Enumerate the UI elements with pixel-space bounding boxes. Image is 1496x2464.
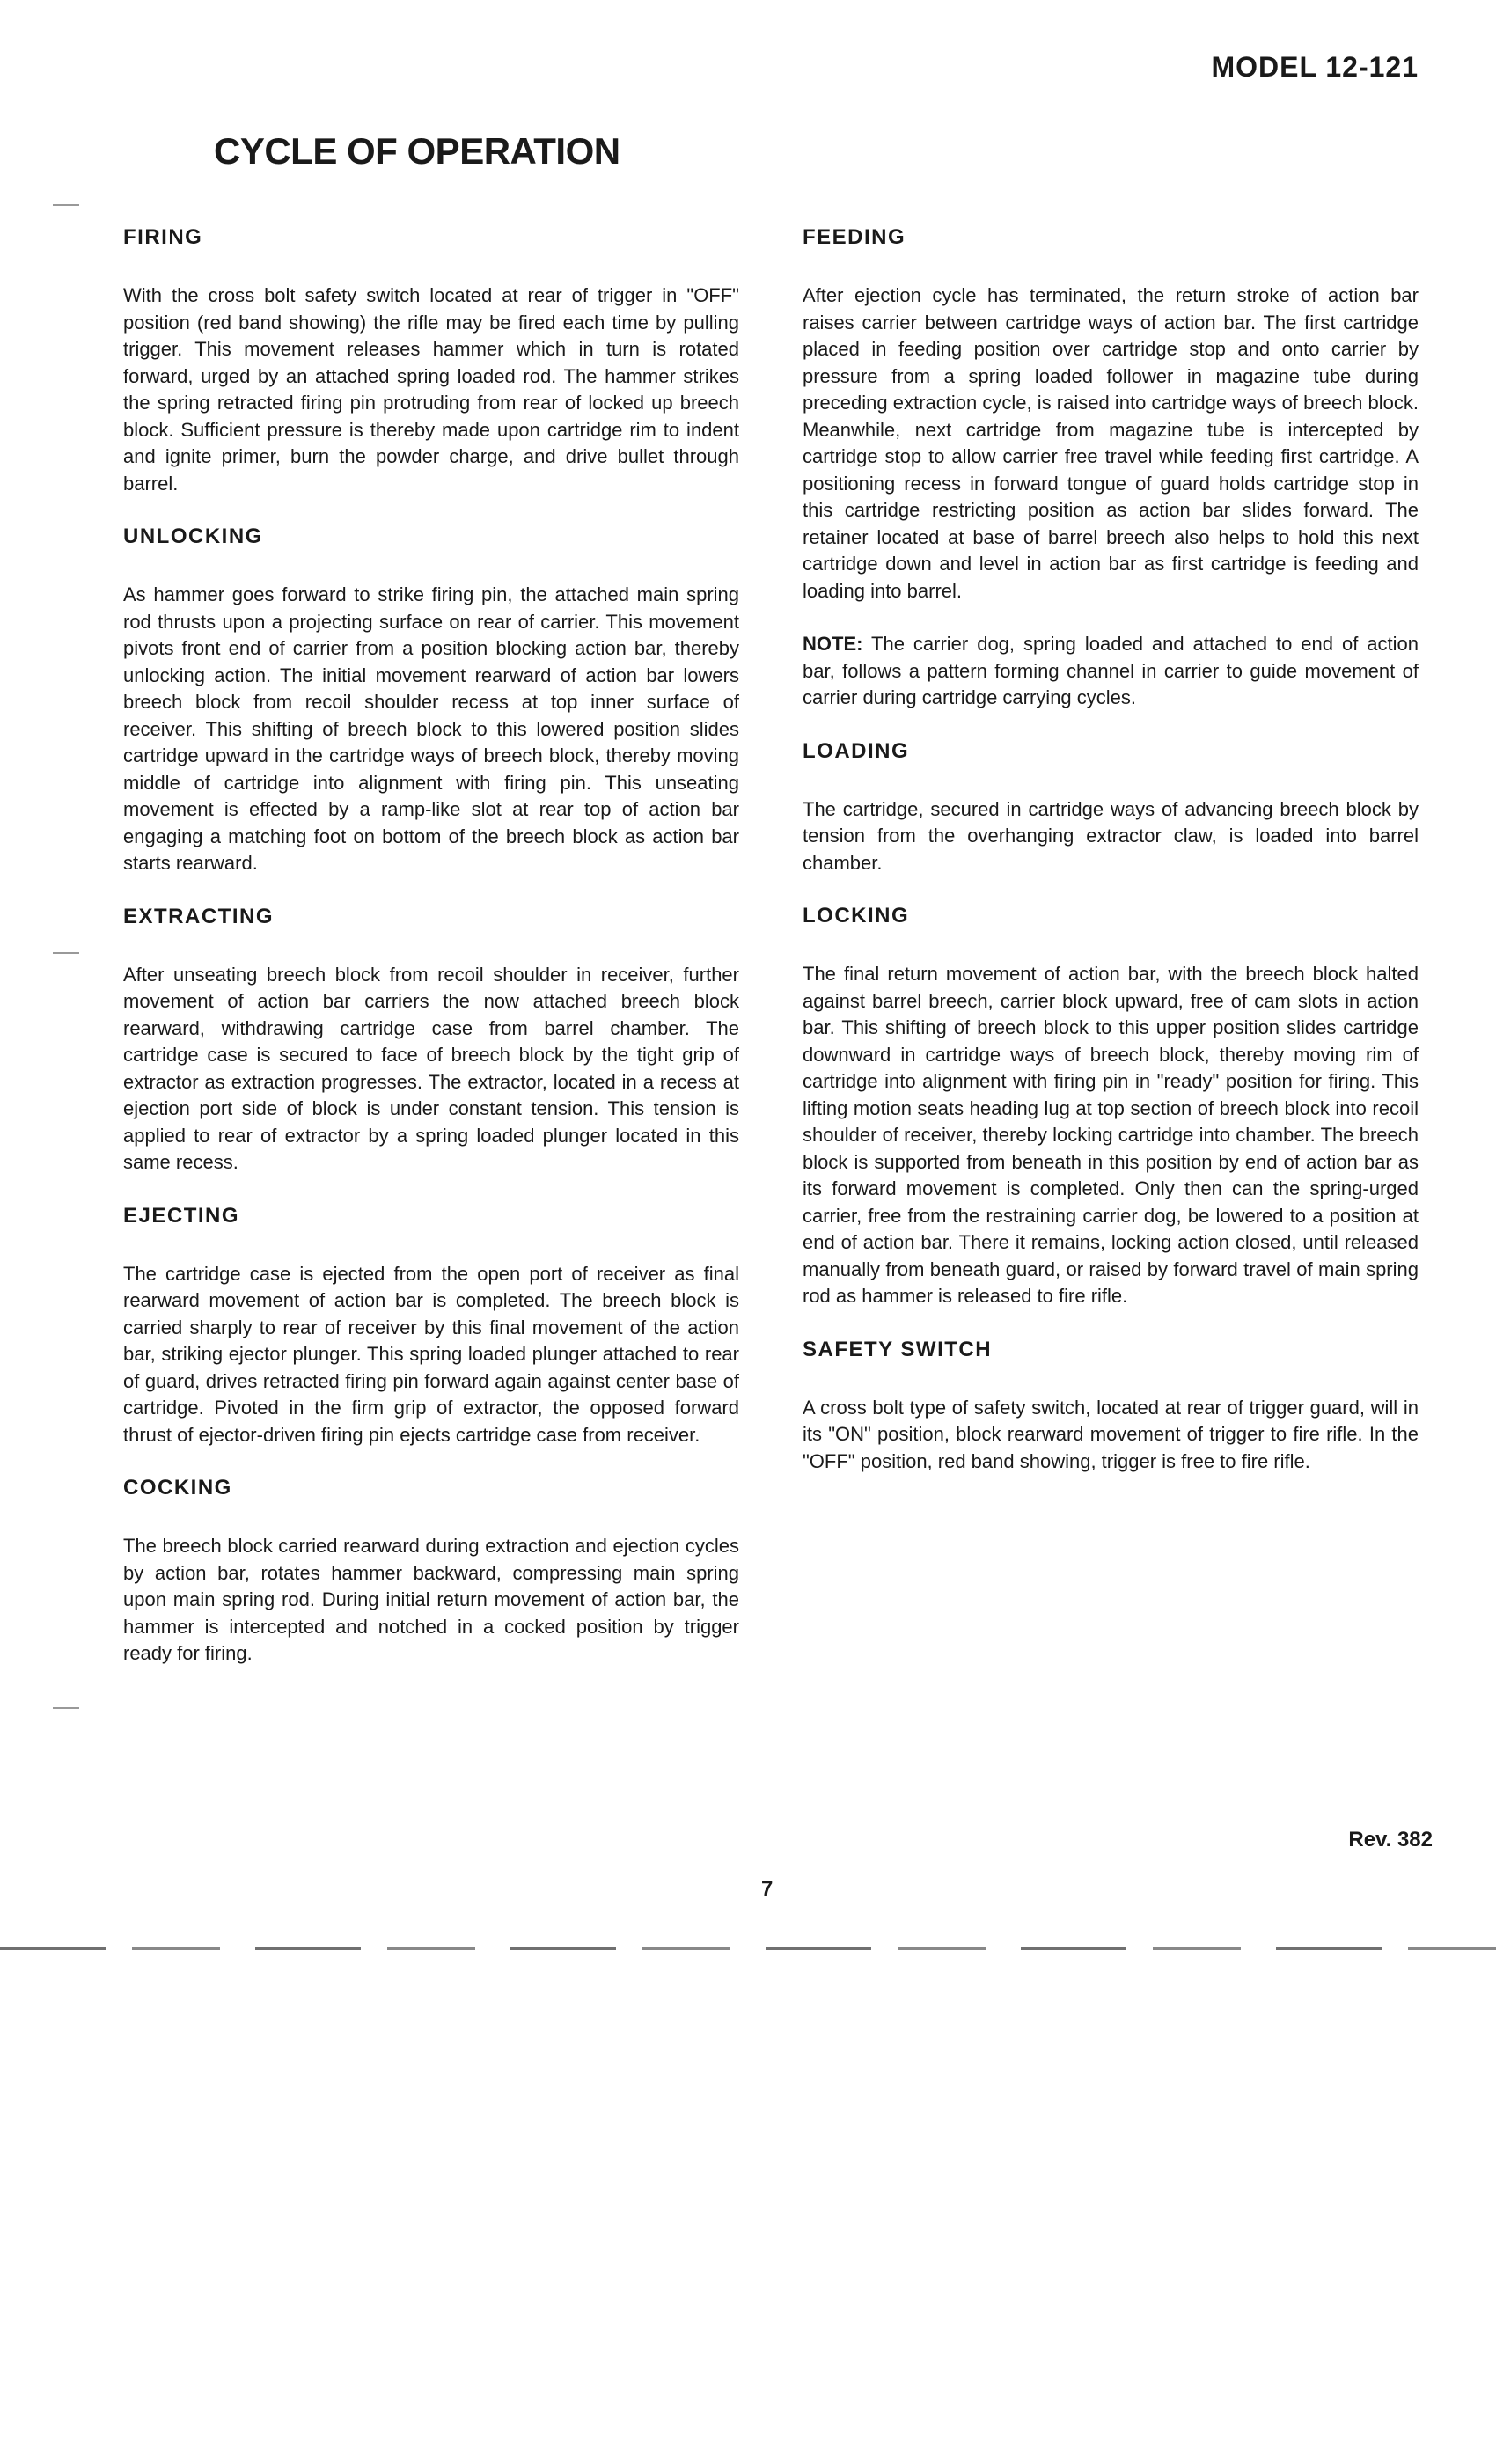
- section-paragraph: The final return movement of action bar, with the breech block halted against barrel breech, carrier block upward, free of cam slots in action bar. This shifting of breech block to this upper position slides cartridge downward in cartridge ways of breech block, thereby moving rim of cartridge into alignment with firing pin in "ready" position for firing. This lifting motion seats heading lug at top section of breech block into recoil shoulder of receiver, thereby locking cartridge into chamber. The breech block is supported from beneath in this position by end of action bar as its forward movement is completed. Only then can the spring-urged carrier, free from the restraining carrier dog, be lowered to a position at end of action bar. There it remains, locking action closed, until released manually from beneath guard, or raised by forward travel of main spring rod as hammer is released to fire rifle.: [803, 963, 1419, 1307]
- section-paragraph: A cross bolt type of safety switch, located at rear of trigger guard, will in its "ON" position, block rearward movement of trigger to fire rifle. In the "OFF" position, red band showing, trigger is free to fire rifle.: [803, 1396, 1419, 1472]
- note-text: The carrier dog, spring loaded and attached to end of action bar, follows a pattern forming channel in carrier to guide movement of carrier during cartridge carrying cycles.: [803, 633, 1419, 708]
- page-number: 7: [761, 1877, 774, 1901]
- section-heading: UNLOCKING: [123, 524, 263, 548]
- section-cocking: [123, 1475, 739, 1668]
- section-heading: FEEDING: [803, 225, 906, 249]
- right-column: [803, 224, 1419, 1501]
- section-firing: [123, 224, 739, 497]
- section-heading: LOCKING: [803, 904, 910, 928]
- section-heading: EXTRACTING: [123, 904, 274, 928]
- section-ejecting: [123, 1203, 739, 1449]
- section-heading: EJECTING: [123, 1203, 240, 1228]
- section-paragraph: As hammer goes forward to strike firing pin, the attached main spring rod thrusts upon a projecting surface on rear of carrier. This movement pivots front end of carrier from a position blocking action bar, thereby unlocking action. The initial movement rearward of action bar lowers breech block from recoil shoulder recess at top inner surface of receiver. This shifting of breech block to this lowered position slides cartridge upward in the cartridge ways of breech block, thereby moving middle of cartridge into alignment with firing pin. This unseating movement is effected by a ramp-like slot at rear top of action bar engaging a matching foot on bottom of the breech block as action bar starts rearward.: [123, 583, 739, 874]
- section-unlocking: [123, 524, 739, 877]
- left-column: [123, 224, 739, 1694]
- section-paragraph: With the cross bolt safety switch located at rear of trigger in "OFF" position (red band showing) the rifle may be fired each time by pulling trigger. This movement releases hammer which in turn is rotated forward, urged by an attached spring loaded rod. The hammer strikes the spring retracted firing pin protruding from rear of locked up breech block. Sufficient pressure is thereby made upon cartridge rim to indent and ignite primer, burn the powder charge, and drive bullet through barrel.: [123, 284, 739, 495]
- margin-mark: [53, 1707, 79, 1709]
- margin-mark: [53, 204, 79, 206]
- section-paragraph: The cartridge, secured in cartridge ways of advancing breech block by tension from the overhanging extractor claw, is loaded into barrel chamber.: [803, 797, 1419, 874]
- note-paragraph: [803, 631, 1419, 712]
- section-safety-switch: [803, 1337, 1419, 1476]
- page-title: CYCLE OF OPERATION: [214, 130, 620, 172]
- margin-mark: [53, 952, 79, 954]
- revision-label: Rev. 382: [1348, 1828, 1433, 1852]
- section-loading: [803, 738, 1419, 877]
- section-paragraph: After unseating breech block from recoil shoulder in receiver, further movement of action bar carriers the now attached breech block rearward, withdrawing cartridge case from barrel chamber. The cartridge case is secured to face of breech block by the tight grip of extractor as extraction progresses. The extractor, located in a recess at ejection port side of block is under constant tension. This tension is applied to rear of extractor by a spring loaded plunger located in this same recess.: [123, 963, 739, 1173]
- section-heading: FIRING: [123, 225, 203, 249]
- section-locking: [803, 903, 1419, 1310]
- section-feeding: [803, 224, 1419, 712]
- model-number: MODEL 12-121: [1211, 51, 1419, 83]
- section-heading: LOADING: [803, 738, 910, 763]
- scan-artifact-line: [0, 1947, 1496, 1950]
- section-paragraph: The breech block carried rearward during extraction and ejection cycles by action bar, rotates hammer backward, compressing main spring upon main spring rod. During initial return movement of action bar, the hammer is intercepted and notched in a cocked position by trigger ready for firing.: [123, 1535, 739, 1664]
- section-paragraph: The cartridge case is ejected from the open port of receiver as final rearward movement of action bar is completed. The breech block is carried sharply to rear of receiver by this final movement of the action bar, striking ejector plunger. This spring loaded plunger attached to rear of guard, drives retracted firing pin forward again against center base of cartridge. Pivoted in the firm grip of extractor, the opposed forward thrust of ejector-driven firing pin ejects cartridge case from receiver.: [123, 1262, 739, 1446]
- note-label: NOTE:: [803, 633, 863, 655]
- section-extracting: [123, 904, 739, 1177]
- section-paragraph: After ejection cycle has terminated, the return stroke of action bar raises carrier between cartridge ways of action bar. The first cartridge placed in feeding position over cartridge stop and onto carrier by pressure from a spring loaded follower in magazine tube during preceding extraction cycle, is raised into cartridge ways of breech block. Meanwhile, next cartridge from magazine tube is intercepted by cartridge stop to allow carrier free travel while feeding first cartridge. A positioning recess in forward tongue of guard holds cartridge stop in this cartridge restricting position as action bar slides forward. The retainer located at base of barrel breech also helps to hold this next cartridge down and level in action bar as first cartridge is feeding and loading into barrel.: [803, 284, 1419, 602]
- section-heading: SAFETY SWITCH: [803, 1337, 993, 1361]
- section-heading: COCKING: [123, 1476, 232, 1500]
